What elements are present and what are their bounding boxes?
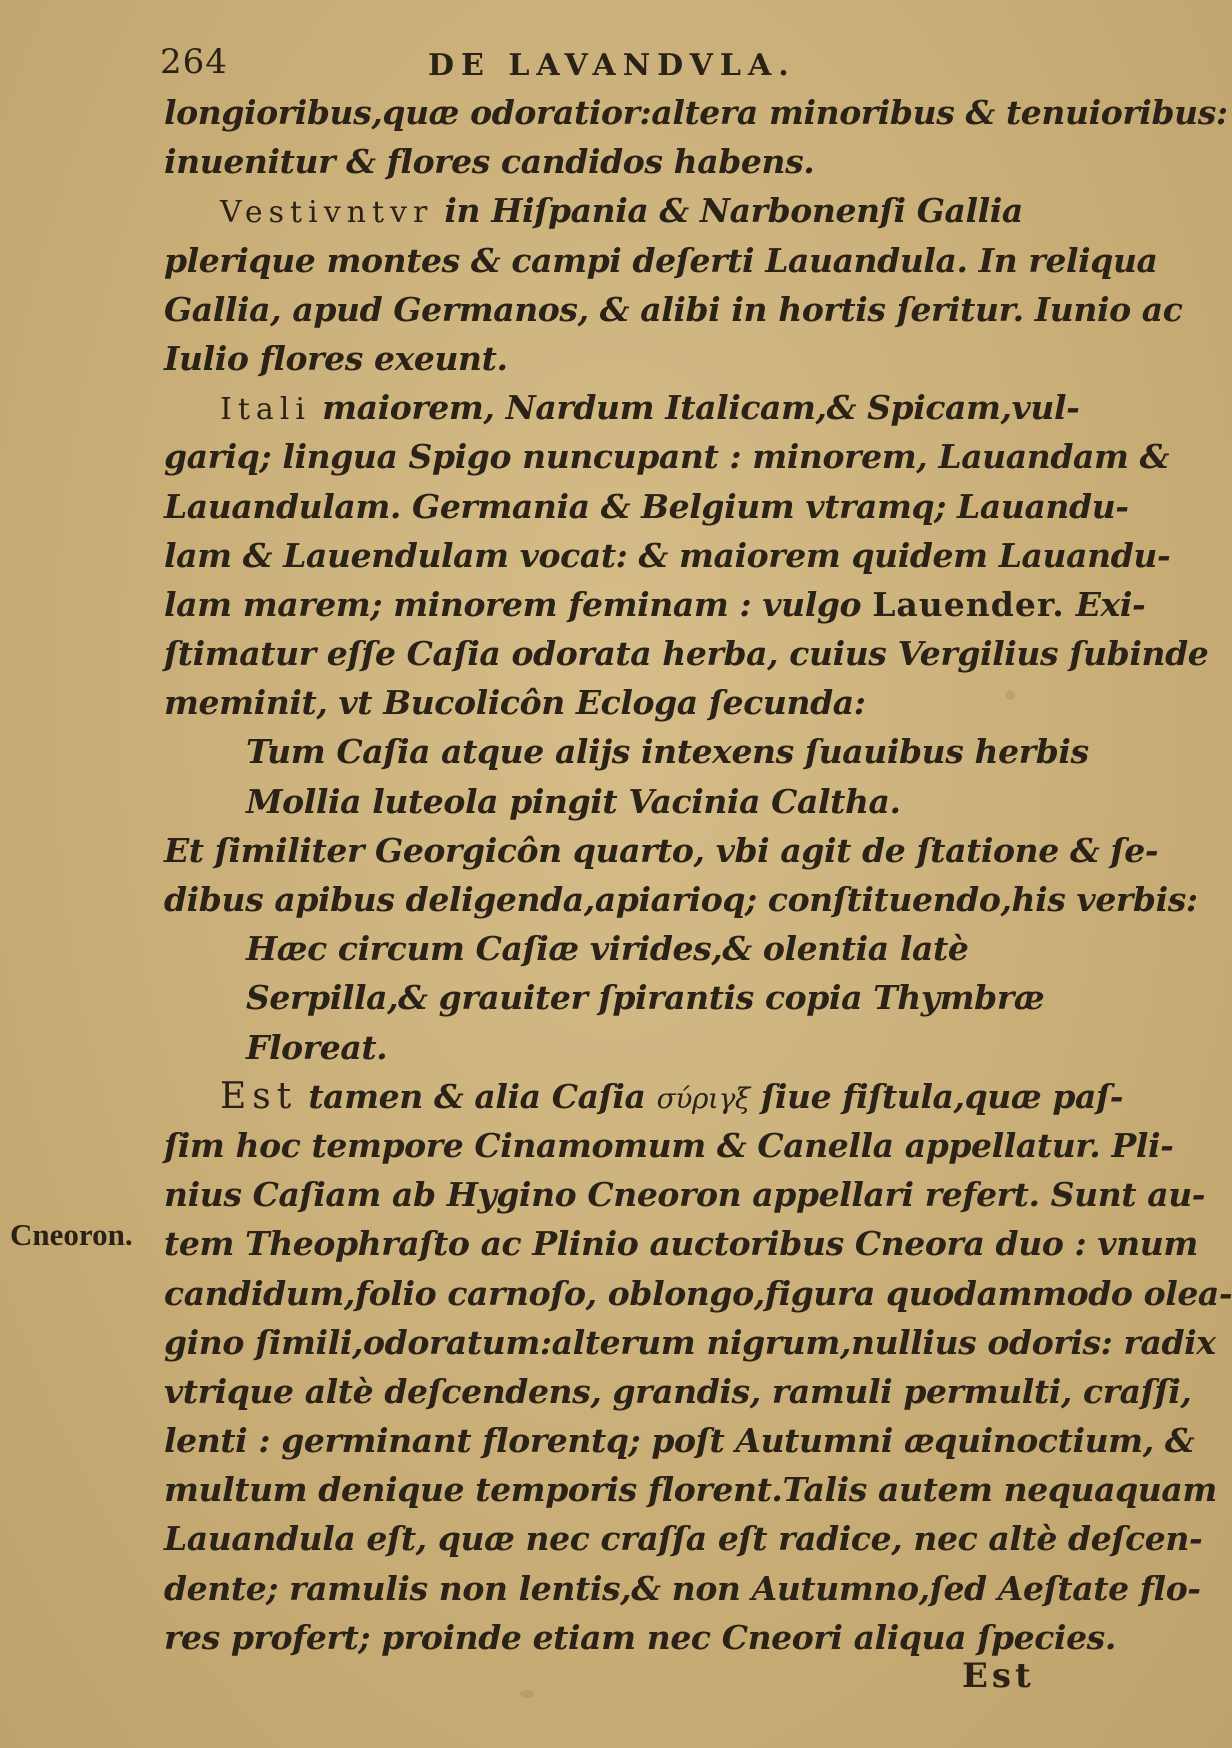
text-body bbox=[164, 88, 1232, 1662]
text-span: ſiue fiſtula,quæ paſ- bbox=[749, 1076, 1124, 1116]
text-line: res profert; proinde etiam nec Cneori aliqua ſpecies. bbox=[164, 1617, 1116, 1657]
text-span: Exi- bbox=[1064, 584, 1146, 624]
text-line: ſtimatur eſſe Caſia odorata herba, cuius Vergilius ſubinde bbox=[164, 634, 1209, 674]
text-line: lenti : germinant florentq; poſt Autumni æquinoctium, & bbox=[164, 1421, 1195, 1461]
text-line: gariq; lingua Spigo nuncupant : minorem, Lauandam & bbox=[164, 437, 1170, 477]
text-line: dibus apibus deligenda,apiarioq; conſtituendo,his verbis: bbox=[164, 880, 1198, 919]
verse-line: Serpilla,& grauiter ſpirantis copia Thymbræ bbox=[246, 978, 1045, 1018]
running-head: DE LAVANDVLA. bbox=[428, 48, 796, 83]
small-caps-word: Vestivntvr bbox=[220, 195, 434, 231]
text-line: gino ſimili,odoratum:alterum nigrum,nullius odoris: radix bbox=[164, 1322, 1216, 1362]
paragraph-start-line bbox=[164, 1072, 1124, 1121]
text-line: Gallia, apud Germanos, & alibi in hortis ſeritur. Iunio ac bbox=[164, 289, 1183, 329]
text-line: inuenitur & flores candidos habens. bbox=[164, 142, 815, 182]
margin-note: Cneoron. bbox=[10, 1217, 133, 1252]
text-span: in Hiſpania & Narbonenſi Gallia bbox=[433, 191, 1023, 231]
paragraph-start-line bbox=[164, 383, 1080, 432]
text-line bbox=[164, 580, 1146, 629]
paper-smudge bbox=[520, 1690, 534, 1698]
text-line: plerique montes & campi deſerti Lauandula. In reliqua bbox=[164, 240, 1158, 280]
small-caps-word: Itali bbox=[220, 392, 311, 428]
paragraph-start-line bbox=[164, 186, 1054, 235]
paper-smudge bbox=[1005, 690, 1015, 700]
small-caps-word: Est bbox=[220, 1075, 298, 1117]
text-span: tamen & alia Caſia bbox=[297, 1076, 657, 1116]
text-line: longioribus,quæ odoratior:altera minoribus & tenuioribus: bbox=[164, 93, 1228, 132]
verse-line: Hæc circum Caſiæ virides,& olentia latè bbox=[246, 929, 969, 969]
text-span: lam marem; minorem feminam : vulgo bbox=[164, 584, 873, 624]
text-line: tem Theophraſto ac Plinio auctoribus Cneora duo : vnum bbox=[164, 1224, 1198, 1264]
text-line: Lauandula eſt, quæ nec craſſa eſt radice, nec altè deſcen- bbox=[164, 1519, 1203, 1559]
text-line: dente; ramulis non lentis,& non Autumno,ſed Aeſtate flo- bbox=[164, 1568, 1201, 1608]
page-header bbox=[160, 42, 1060, 86]
text-line: ſim hoc tempore Cinamomum & Canella appellatur. Pli- bbox=[164, 1125, 1174, 1165]
verse-line: Floreat. bbox=[246, 1027, 388, 1067]
text-line: candidum,folio carnoſo, oblongo,figura quodammodo olea- bbox=[164, 1273, 1232, 1313]
text-line: Lauandulam. Germania & Belgium vtramq; Lauandu- bbox=[164, 486, 1129, 526]
text-line: lam & Lauendulam vocat: & maiorem quidem Lauandu- bbox=[164, 535, 1171, 575]
text-line: meminit, vt Bucolicôn Ecloga ſecunda: bbox=[164, 683, 866, 723]
text-line: Iulio flores exeunt. bbox=[164, 338, 508, 378]
blackletter-word: Lauender. bbox=[872, 584, 1065, 624]
text-line: nius Caſiam ab Hygino Cneoron appellari refert. Sunt au- bbox=[164, 1175, 1206, 1215]
page-number: 264 bbox=[160, 42, 228, 82]
text-span: maiorem, Nardum Italicam,& Spicam,vul- bbox=[310, 388, 1080, 428]
greek-word: σύριγξ bbox=[656, 1081, 750, 1115]
verse-line: Tum Caſia atque aliјs intexens ſuauibus herbis bbox=[246, 732, 1089, 772]
text-line: multum denique temporis florent.Talis autem nequaquam bbox=[164, 1470, 1217, 1510]
text-line: Et ſimiliter Georgicôn quarto, vbi agit de ſtatione & ſe- bbox=[164, 830, 1159, 870]
catchword: Est bbox=[962, 1656, 1035, 1696]
text-line: vtrique altè deſcendens, grandis, ramuli permulti, craſſi, bbox=[164, 1371, 1192, 1411]
verse-line: Mollia luteola pingit Vacinia Caltha. bbox=[246, 781, 901, 821]
